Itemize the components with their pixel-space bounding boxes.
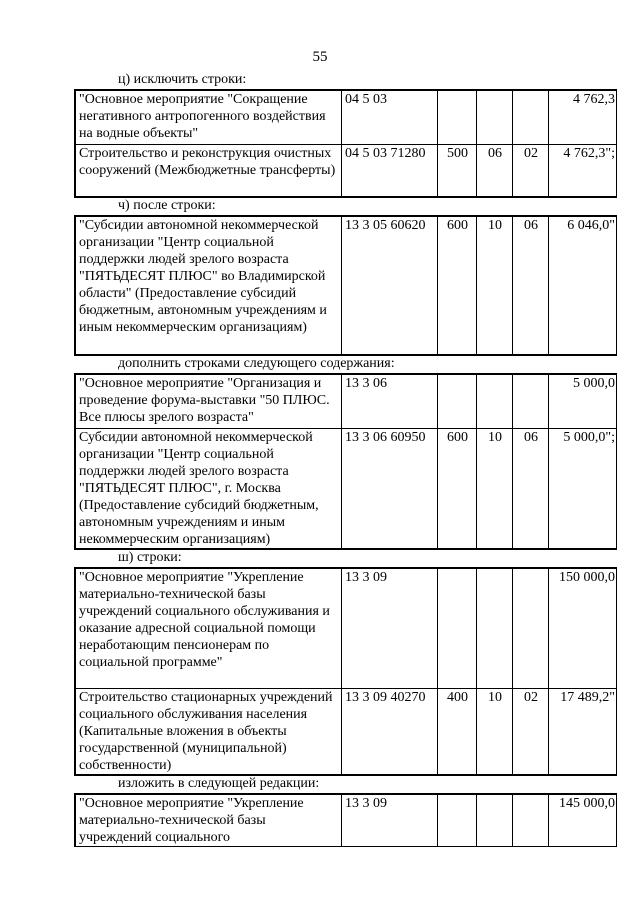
section-heading-exclude: ц) исключить строки: — [118, 72, 247, 87]
row-name-cell: Строительство стационарных учреждений социального обслуживания населения (Капитальные вложения в объекты государственной (муниципальной) собственности) — [75, 688, 342, 775]
row-name-cell: "Основное мероприятие "Сокращение негативного антропогенного воздействия на водные объекты" — [75, 90, 342, 144]
table-row — [75, 216, 617, 355]
row-pr-cell: 06 — [513, 428, 549, 549]
row-rz-cell: 06 — [477, 144, 513, 197]
row-pr-cell — [513, 568, 549, 688]
row-name-cell: Строительство и реконструкция очистных сооружений (Межбюджетные трансферты) — [75, 144, 342, 197]
row-sum-cell: 145 000,0 — [549, 794, 617, 847]
row-name-cell: "Субсидии автономной некоммерческой организации "Центр социальной поддержки людей зрелого возраста "ПЯТЬДЕСЯТ ПЛЮС" во Владимирской области" (Предоставление субсидий бюджетным, автономным учреждениям и иным некоммерческим организациям) — [75, 216, 342, 355]
budget-table-add — [74, 373, 617, 550]
row-sum-cell: 5 000,0 — [549, 374, 617, 428]
table-row — [75, 568, 617, 688]
row-sum-cell: 6 046,0" — [549, 216, 617, 355]
row-code-cell: 13 3 09 — [342, 568, 438, 688]
budget-table-after — [74, 215, 617, 356]
row-sum-cell: 150 000,0 — [549, 568, 617, 688]
row-vr-cell: 600 — [438, 428, 477, 549]
row-vr-cell — [438, 90, 477, 144]
budget-table-restate — [74, 793, 617, 847]
row-sum-cell: 17 489,2" — [549, 688, 617, 775]
row-sum-cell: 4 762,3"; — [549, 144, 617, 197]
table-row — [75, 794, 617, 847]
row-name-cell: "Основное мероприятие "Организация и проведение форума-выставки "50 ПЛЮС. Все плюсы зрелого возраста" — [75, 374, 342, 428]
section-heading-restate: изложить в следующей редакции: — [118, 776, 320, 791]
row-rz-cell — [477, 374, 513, 428]
row-code-cell: 13 3 06 60950 — [342, 428, 438, 549]
row-sum-cell: 4 762,3 — [549, 90, 617, 144]
row-rz-cell: 10 — [477, 428, 513, 549]
row-pr-cell: 06 — [513, 216, 549, 355]
section-heading-add: дополнить строками следующего содержания: — [118, 356, 395, 371]
row-pr-cell — [513, 794, 549, 847]
row-code-cell: 13 3 05 60620 — [342, 216, 438, 355]
row-pr-cell: 02 — [513, 144, 549, 197]
table-row — [75, 374, 617, 428]
section-heading-after: ч) после строки: — [118, 198, 216, 213]
row-rz-cell: 10 — [477, 688, 513, 775]
row-rz-cell — [477, 568, 513, 688]
page-number: 55 — [312, 49, 328, 65]
budget-table-exclude — [74, 89, 617, 198]
row-name-cell: "Основное мероприятие "Укрепление материально-технической базы учреждений социального обслуживания и оказание адресной социальной помощи неработающим пенсионерам по социальной программе" — [75, 568, 342, 688]
row-pr-cell: 02 — [513, 688, 549, 775]
table-row — [75, 688, 617, 775]
budget-table-rows — [74, 567, 617, 776]
row-code-cell: 13 3 09 40270 — [342, 688, 438, 775]
row-vr-cell: 500 — [438, 144, 477, 197]
row-vr-cell: 400 — [438, 688, 477, 775]
row-vr-cell: 600 — [438, 216, 477, 355]
row-pr-cell — [513, 374, 549, 428]
section-heading-rows: ш) строки: — [118, 550, 182, 565]
row-vr-cell — [438, 794, 477, 847]
row-sum-cell: 5 000,0"; — [549, 428, 617, 549]
row-rz-cell — [477, 90, 513, 144]
row-code-cell: 04 5 03 — [342, 90, 438, 144]
table-row — [75, 428, 617, 549]
table-row — [75, 90, 617, 144]
row-vr-cell — [438, 568, 477, 688]
row-name-cell: "Основное мероприятие "Укрепление материально-технической базы учреждений социального — [75, 794, 342, 847]
row-pr-cell — [513, 90, 549, 144]
row-code-cell: 04 5 03 71280 — [342, 144, 438, 197]
row-rz-cell: 10 — [477, 216, 513, 355]
row-vr-cell — [438, 374, 477, 428]
row-name-cell: Субсидии автономной некоммерческой организации "Центр социальной поддержки людей зрелого возраста "ПЯТЬДЕСЯТ ПЛЮС", г. Москва (Предоставление субсидий бюджетным, автономным учреждениям и иным некоммерческим организациям) — [75, 428, 342, 549]
row-rz-cell — [477, 794, 513, 847]
row-code-cell: 13 3 06 — [342, 374, 438, 428]
table-row — [75, 144, 617, 197]
row-code-cell: 13 3 09 — [342, 794, 438, 847]
